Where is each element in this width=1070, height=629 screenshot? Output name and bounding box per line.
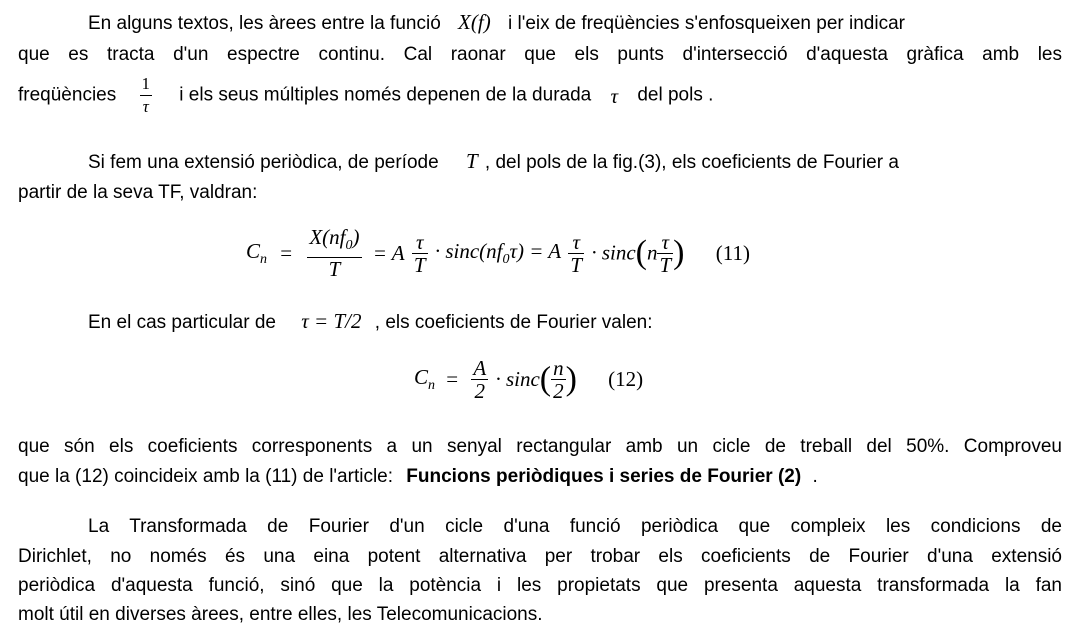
p1-text-d: i els seus múltiples només depenen de la durada	[179, 84, 592, 106]
p5-line1: La Transformada de Fourier d'un cicle d'una funció periòdica que compleix les condicions de	[88, 516, 1062, 537]
p1-text-c: freqüències	[18, 84, 117, 106]
p2-text-a: Si fem una extensió periòdica, de període	[88, 152, 439, 173]
eq12-fraction-1: $\frac{A}{2}$	[473, 356, 487, 403]
eq11-fraction-1: $\frac{X(nf_0)}{T}$	[309, 225, 360, 282]
eq12-lhs: $C_n$	[414, 364, 436, 394]
p1-line2: que es tracta d'un espectre continu. Cal raonar que els punts d'intersecció d'aquesta gràfica amb les	[18, 44, 1062, 65]
p3-text-b: , els coeficients de Fourier valen:	[374, 312, 653, 333]
p1-math-xf: X(f)	[458, 10, 491, 34]
p4-text-a: que la (12) coincideix amb la (11) de l'article:	[18, 466, 394, 487]
article-reference: Funcions periòdiques i series de Fourier (2)	[406, 466, 802, 487]
p3-text-a: En el cas particular de	[88, 312, 276, 333]
eq11-fraction-3: $\frac{\tau}{T}$	[570, 229, 583, 277]
p5-line3: periòdica d'aquesta funció, sinó que la potència i les propietats que presenta aquesta transformada la fan	[18, 575, 1062, 596]
p5-line4: molt útil en diverses àrees, entre elles, les Telecomunicacions.	[18, 604, 543, 625]
p4-line1: que són els coeficients corresponents a un senyal rectangular amb un cicle de treball del 50%. Comproveu	[18, 436, 1062, 457]
eq11-middle: · $\sin c(nf_0\tau) = A$	[434, 238, 562, 267]
p2-line1	[88, 149, 899, 175]
p2-line2: partir de la seva TF, valdran:	[18, 182, 258, 203]
eq11-lhs: $C_n$	[246, 238, 268, 267]
eq11-number: (11)	[715, 240, 750, 265]
p5-line2: Dirichlet, no només és una eina potent alternativa per trobar els coeficients de Fourier d'una extensió	[18, 546, 1062, 567]
eq11-fraction-4: $\frac{\tau}{T}$	[659, 229, 672, 277]
p2-math-T: T	[465, 149, 478, 173]
p2-text-b: , del pols de la fig.(3), els coeficients de Fourier a	[484, 152, 899, 173]
equation-11: $C_n$ = $\frac{X(nf_0)}{T}$ = A $\frac{\tau}{T}$ · $\sin c(nf_0\tau) = A$ $\frac{\tau}{T}$ · sinc(n $\frac{\tau}{T}$ ) (11)	[246, 225, 750, 282]
p1-frac-1-over-tau: $\frac{1}{\tau}$	[141, 74, 151, 116]
p1-line3	[18, 73, 713, 121]
p3-line	[88, 309, 653, 335]
p3-math: τ = T/2	[301, 309, 362, 333]
p4-line2: que la (12) coincideix amb la (11) de l'article: Funcions periòdiques i series de Fourier (2) .	[18, 466, 818, 487]
equation-12: $C_n$ = $\frac{A}{2}$ · sinc( $\frac{n}{2}$ ) (12)	[414, 356, 644, 403]
p1-line1	[88, 10, 905, 36]
p1-text-e: del pols .	[637, 84, 714, 106]
eq12-fraction-2: $\frac{n}{2}$	[553, 356, 564, 403]
p1-text-a: En alguns textos, les àrees entre la funció	[88, 13, 441, 34]
eq11-fraction-2: $\frac{\tau}{T}$	[413, 229, 426, 277]
eq12-number: (12)	[608, 367, 644, 391]
p1-math-tau: τ	[610, 83, 619, 108]
p1-text-b: i l'eix de freqüències s'enfosqueixen per indicar	[507, 13, 905, 34]
